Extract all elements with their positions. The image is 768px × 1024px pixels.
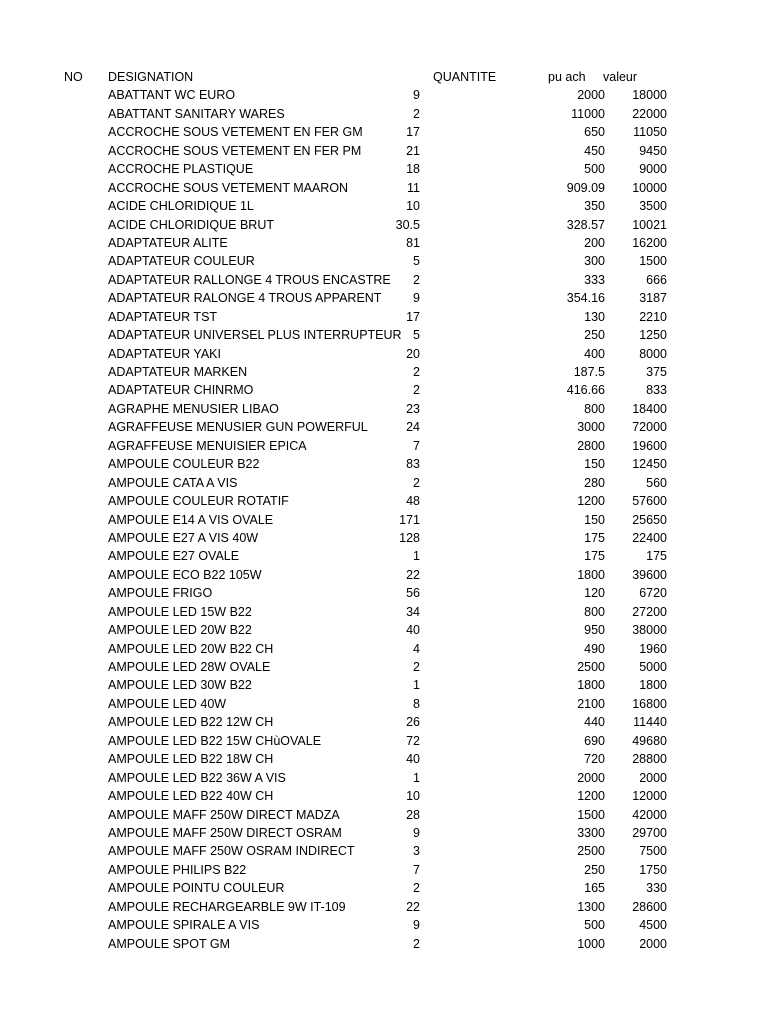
designation-cell: ADAPTATEUR YAKI (108, 346, 221, 361)
pu-ach-cell: 950 (584, 623, 605, 638)
table-row (0, 179, 768, 197)
designation-cell: ACCROCHE PLASTIQUE (108, 162, 254, 177)
quantite-cell: 40 (406, 752, 420, 767)
designation-cell: AMPOULE ECO B22 105W (108, 567, 262, 582)
pu-ach-cell: 440 (584, 715, 605, 730)
quantite-cell: 28 (406, 807, 420, 822)
quantite-cell: 2 (413, 475, 420, 490)
designation-cell: ADAPTATEUR ALITE (108, 235, 228, 250)
valeur-cell: 16200 (632, 235, 667, 250)
designation-cell: ADAPTATEUR MARKEN (108, 365, 248, 379)
pu-ach-cell: 3300 (577, 825, 605, 840)
quantite-cell: 9 (413, 291, 420, 306)
pu-ach-cell: 1300 (577, 899, 605, 914)
valeur-cell: 1800 (639, 678, 667, 693)
designation-cell: AMPOULE MAFF 250W OSRAM INDIRECT (108, 844, 355, 859)
valeur-cell: 1960 (639, 641, 667, 656)
table-row (0, 474, 768, 492)
quantite-cell: 81 (406, 235, 420, 250)
pu-ach-cell: 130 (584, 309, 605, 324)
valeur-cell: 42000 (632, 807, 667, 822)
valeur-cell: 22000 (632, 106, 667, 121)
table-row (0, 160, 768, 178)
pu-ach-cell: 354.16 (566, 291, 605, 306)
valeur-cell: 39600 (632, 567, 667, 582)
pu-ach-cell: 690 (584, 733, 605, 748)
quantite-cell: 8 (413, 696, 420, 711)
valeur-cell: 2000 (639, 770, 667, 785)
pu-ach-cell: 909.09 (566, 180, 605, 195)
quantite-cell: 22 (406, 567, 420, 582)
pu-ach-cell: 500 (584, 162, 605, 177)
table-row (0, 252, 768, 270)
table-row (0, 935, 768, 953)
valeur-cell: 560 (646, 475, 667, 490)
pu-ach-cell: 2100 (577, 696, 605, 711)
valeur-cell: 18400 (632, 401, 667, 416)
table-row (0, 455, 768, 473)
pu-ach-cell: 333 (584, 272, 605, 287)
table-row (0, 511, 768, 529)
designation-cell: AGRAPHE MENUSIER LIBAO (108, 401, 279, 416)
table-row (0, 529, 768, 547)
header-quantite: QUANTITE (433, 70, 497, 84)
pu-ach-cell: 150 (584, 457, 605, 472)
table-row (0, 566, 768, 584)
table-row (0, 898, 768, 916)
table-row (0, 658, 768, 676)
designation-cell: AMPOULE LED B22 12W CH (108, 715, 274, 730)
pu-ach-cell: 1800 (577, 678, 605, 693)
pu-ach-cell: 300 (584, 254, 605, 269)
valeur-cell: 28800 (632, 752, 667, 767)
designation-cell: AMPOULE LED B22 40W CH (108, 789, 274, 804)
quantite-cell: 1 (413, 770, 420, 785)
pu-ach-cell: 2800 (577, 438, 605, 453)
table-row (0, 197, 768, 215)
valeur-cell: 16800 (632, 696, 667, 711)
valeur-cell: 3187 (639, 291, 667, 306)
designation-cell: AMPOULE LED B22 18W CH (108, 752, 274, 767)
pu-ach-cell: 350 (584, 199, 605, 214)
header-valeur: valeur (603, 70, 638, 84)
designation-cell: ADAPTATEUR UNIVERSEL PLUS INTERRUPTEUR (108, 328, 402, 343)
table-row (0, 695, 768, 713)
table-row (0, 363, 768, 381)
pu-ach-cell: 175 (584, 530, 605, 545)
quantite-cell: 1 (413, 678, 420, 693)
designation-cell: ADAPTATEUR TST (108, 309, 218, 324)
valeur-cell: 1500 (639, 254, 667, 269)
header-no: NO (64, 70, 83, 84)
quantite-cell: 72 (406, 733, 420, 748)
table-row (0, 326, 768, 344)
designation-cell: ADAPTATEUR CHINRMO (108, 383, 254, 398)
pu-ach-cell: 1500 (577, 807, 605, 822)
table-row (0, 750, 768, 768)
table-row (0, 640, 768, 658)
table-row (0, 824, 768, 842)
quantite-cell: 2 (413, 272, 420, 287)
table-row (0, 732, 768, 750)
quantite-cell: 56 (406, 586, 420, 601)
designation-cell: AMPOULE PHILIPS B22 (108, 862, 247, 877)
valeur-cell: 10000 (632, 180, 667, 195)
designation-cell: ADAPTATEUR COULEUR (108, 254, 255, 269)
pu-ach-cell: 150 (584, 512, 605, 527)
pu-ach-cell: 650 (584, 125, 605, 140)
table-row (0, 492, 768, 510)
table-row (0, 289, 768, 307)
designation-cell: AGRAFFEUSE MENUSIER GUN POWERFUL (108, 420, 368, 435)
designation-cell: AMPOULE CATA A VIS (108, 475, 238, 490)
pu-ach-cell: 328.57 (566, 217, 605, 232)
quantite-cell: 2 (413, 106, 420, 121)
valeur-cell: 666 (646, 272, 667, 287)
quantite-cell: 18 (406, 162, 420, 177)
quantite-cell: 3 (413, 844, 420, 859)
valeur-cell: 22400 (632, 530, 667, 545)
table-row (0, 123, 768, 141)
quantite-cell: 40 (406, 623, 420, 638)
designation-cell: AMPOULE POINTU COULEUR (108, 881, 285, 896)
quantite-cell: 4 (413, 641, 420, 656)
valeur-cell: 27200 (632, 604, 667, 619)
valeur-cell: 7500 (639, 844, 667, 859)
designation-cell: AMPOULE LED B22 36W A VIS (108, 770, 286, 785)
table-row (0, 584, 768, 602)
pu-ach-cell: 2000 (577, 88, 605, 103)
valeur-cell: 9000 (639, 162, 667, 177)
quantite-cell: 48 (406, 494, 420, 509)
table-row (0, 603, 768, 621)
quantite-cell: 9 (413, 918, 420, 933)
quantite-cell: 26 (406, 715, 420, 730)
table-row (0, 345, 768, 363)
designation-cell: AMPOULE E14 A VIS OVALE (108, 512, 274, 527)
designation-cell: AMPOULE MAFF 250W DIRECT MADZA (108, 807, 340, 822)
designation-cell: AGRAFFEUSE MENUISIER EPICA (108, 438, 307, 453)
pu-ach-cell: 187.5 (573, 365, 605, 379)
quantite-cell: 17 (406, 309, 420, 324)
quantite-cell: 11 (407, 180, 420, 195)
designation-cell: AMPOULE LED 28W OVALE (108, 660, 271, 674)
designation-cell: AMPOULE LED 15W B22 (108, 604, 252, 619)
designation-cell: AMPOULE LED 20W B22 CH (108, 641, 274, 656)
quantite-cell: 2 (413, 660, 420, 674)
valeur-cell: 10021 (632, 217, 667, 232)
pu-ach-cell: 2500 (577, 844, 605, 859)
table-row (0, 86, 768, 104)
pu-ach-cell: 200 (584, 235, 605, 250)
quantite-cell: 2 (413, 383, 420, 398)
designation-cell: ADAPTATEUR RALONGE 4 TROUS APPARENT (108, 291, 382, 306)
pu-ach-cell: 1000 (577, 936, 605, 951)
valeur-cell: 11050 (633, 125, 667, 140)
pu-ach-cell: 175 (584, 549, 605, 564)
designation-cell: ADAPTATEUR RALLONGE 4 TROUS ENCASTRE (108, 272, 391, 287)
quantite-cell: 20 (406, 346, 420, 361)
quantite-cell: 2 (413, 936, 420, 951)
table-row (0, 142, 768, 160)
designation-cell: ABATTANT SANITARY WARES (108, 106, 285, 121)
table-row (0, 842, 768, 860)
designation-cell: AMPOULE E27 A VIS 40W (108, 530, 259, 545)
pu-ach-cell: 1200 (577, 789, 605, 804)
quantite-cell: 128 (399, 530, 420, 545)
pu-ach-cell: 416.66 (566, 383, 605, 398)
pu-ach-cell: 2500 (577, 660, 605, 674)
header-designation: DESIGNATION (108, 70, 194, 84)
designation-cell: AMPOULE E27 OVALE (108, 549, 240, 564)
header-pu-ach: pu ach (548, 70, 586, 84)
quantite-cell: 2 (413, 365, 420, 379)
pu-ach-cell: 450 (584, 143, 605, 158)
quantite-cell: 9 (413, 88, 420, 103)
pu-ach-cell: 11000 (571, 106, 605, 121)
table-row (0, 216, 768, 234)
valeur-cell: 375 (646, 365, 667, 379)
designation-cell: ACCROCHE SOUS VETEMENT MAARON (108, 180, 349, 195)
quantite-cell: 17 (406, 125, 420, 140)
designation-cell: AMPOULE SPIRALE A VIS (108, 918, 260, 933)
pu-ach-cell: 120 (584, 586, 605, 601)
table-row (0, 271, 768, 289)
valeur-cell: 3500 (639, 199, 667, 214)
table-row (0, 713, 768, 731)
valeur-cell: 12000 (632, 789, 667, 804)
quantite-cell: 2 (413, 881, 420, 896)
designation-cell: ACCROCHE SOUS VETEMENT EN FER GM (108, 125, 363, 140)
valeur-cell: 12450 (632, 457, 667, 472)
pu-ach-cell: 1800 (577, 567, 605, 582)
valeur-cell: 29700 (632, 825, 667, 840)
designation-cell: AMPOULE FRIGO (108, 586, 213, 601)
valeur-cell: 19600 (632, 438, 667, 453)
table-body (0, 86, 768, 953)
valeur-cell: 1750 (639, 862, 667, 877)
table-row (0, 234, 768, 252)
designation-cell: ACIDE CHLORIDIQUE 1L (108, 199, 254, 214)
table-row (0, 676, 768, 694)
pu-ach-cell: 500 (584, 918, 605, 933)
valeur-cell: 49680 (632, 733, 667, 748)
valeur-cell: 2000 (639, 936, 667, 951)
table-row (0, 418, 768, 436)
designation-cell: ACIDE CHLORIDIQUE BRUT (108, 217, 274, 232)
designation-cell: AMPOULE COULEUR B22 (108, 457, 260, 472)
valeur-cell: 18000 (632, 88, 667, 103)
table-row (0, 308, 768, 326)
quantite-cell: 34 (406, 604, 420, 619)
designation-cell: AMPOULE MAFF 250W DIRECT OSRAM (108, 825, 342, 840)
designation-cell: ACCROCHE SOUS VETEMENT EN FER PM (108, 143, 362, 158)
designation-cell: AMPOULE LED B22 15W CHùOVALE (108, 733, 322, 748)
valeur-cell: 4500 (639, 918, 667, 933)
pu-ach-cell: 800 (584, 401, 605, 416)
pu-ach-cell: 250 (584, 328, 605, 343)
designation-cell: AMPOULE RECHARGEARBLE 9W IT-109 (108, 899, 346, 914)
valeur-cell: 6720 (639, 586, 667, 601)
header-row (0, 68, 768, 86)
table-row (0, 381, 768, 399)
quantite-cell: 171 (399, 512, 420, 527)
inventory-sheet (0, 68, 768, 953)
table-row (0, 861, 768, 879)
quantite-cell: 21 (406, 143, 420, 158)
table-row (0, 916, 768, 934)
table-row (0, 547, 768, 565)
pu-ach-cell: 3000 (577, 420, 605, 435)
pu-ach-cell: 720 (584, 752, 605, 767)
pu-ach-cell: 400 (584, 346, 605, 361)
table-row (0, 787, 768, 805)
designation-cell: ABATTANT WC EURO (108, 88, 236, 103)
quantite-cell: 7 (413, 438, 420, 453)
designation-cell: AMPOULE LED 40W (108, 696, 227, 711)
table-row (0, 769, 768, 787)
valeur-cell: 330 (646, 881, 667, 896)
table-row (0, 879, 768, 897)
pu-ach-cell: 800 (584, 604, 605, 619)
table-row (0, 400, 768, 418)
valeur-cell: 57600 (632, 494, 667, 509)
valeur-cell: 5000 (639, 660, 667, 674)
pu-ach-cell: 250 (584, 862, 605, 877)
designation-cell: AMPOULE LED 20W B22 (108, 623, 252, 638)
quantite-cell: 9 (413, 825, 420, 840)
table-row (0, 105, 768, 123)
quantite-cell: 5 (413, 328, 420, 343)
valeur-cell: 1250 (639, 328, 667, 343)
valeur-cell: 72000 (632, 420, 667, 435)
designation-cell: AMPOULE LED 30W B22 (108, 678, 252, 693)
pu-ach-cell: 490 (584, 641, 605, 656)
pu-ach-cell: 1200 (577, 494, 605, 509)
quantite-cell: 24 (406, 420, 420, 435)
quantite-cell: 10 (406, 789, 420, 804)
quantite-cell: 7 (413, 862, 420, 877)
valeur-cell: 9450 (639, 143, 667, 158)
quantite-cell: 22 (406, 899, 420, 914)
quantite-cell: 5 (413, 254, 420, 269)
table-row (0, 437, 768, 455)
quantite-cell: 1 (413, 549, 420, 564)
valeur-cell: 38000 (632, 623, 667, 638)
valeur-cell: 175 (646, 549, 667, 564)
quantite-cell: 10 (406, 199, 420, 214)
designation-cell: AMPOULE COULEUR ROTATIF (108, 494, 289, 509)
pu-ach-cell: 165 (584, 881, 605, 896)
valeur-cell: 2210 (639, 309, 667, 324)
quantite-cell: 23 (406, 401, 420, 416)
valeur-cell: 28600 (632, 899, 667, 914)
pu-ach-cell: 2000 (577, 770, 605, 785)
valeur-cell: 8000 (639, 346, 667, 361)
quantite-cell: 83 (406, 457, 420, 472)
table-row (0, 806, 768, 824)
pu-ach-cell: 280 (584, 475, 605, 490)
valeur-cell: 11440 (633, 715, 667, 730)
designation-cell: AMPOULE SPOT GM (108, 936, 231, 951)
quantite-cell: 30.5 (395, 217, 420, 232)
table-row (0, 621, 768, 639)
valeur-cell: 833 (646, 383, 667, 398)
valeur-cell: 25650 (632, 512, 667, 527)
